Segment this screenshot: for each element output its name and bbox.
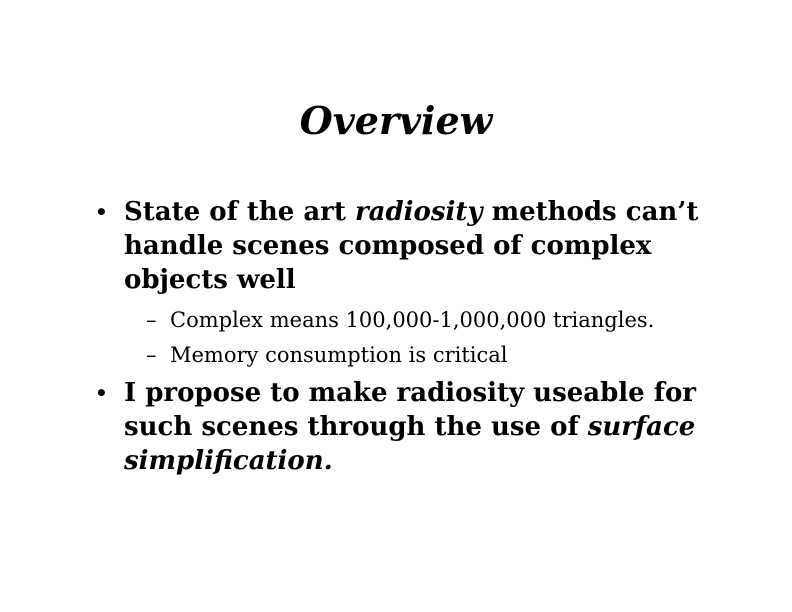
text-segment: such scenes through the use of [124, 411, 588, 442]
text-line [124, 376, 696, 410]
dash-marker: – [146, 307, 157, 332]
bullet-text [124, 376, 696, 478]
bullet-list [0, 195, 792, 478]
bullet-marker: • [95, 199, 108, 224]
bullet-item [95, 195, 762, 297]
bullet-text [170, 341, 508, 369]
text-line [124, 444, 696, 478]
text-line [124, 229, 698, 263]
text-segment: State of the art [124, 196, 355, 227]
text-line [124, 263, 698, 297]
text-segment: objects well [124, 264, 296, 295]
text-segment: Memory consumption is critical [170, 342, 508, 367]
text-segment: Complex means 100,000-1,000,000 triangles. [170, 307, 655, 332]
text-line [124, 195, 698, 229]
text-segment: methods can’t [482, 196, 699, 227]
slide-title: Overview [299, 98, 493, 143]
bullet-item [95, 376, 762, 478]
italic-text-segment: surface [587, 411, 696, 442]
sub-bullet-item [146, 306, 762, 334]
text-line [124, 410, 696, 444]
text-segment: handle scenes composed of complex [124, 230, 652, 261]
italic-text-segment: simplification. [124, 445, 333, 476]
bullet-text [170, 306, 654, 334]
text-line [170, 306, 654, 334]
text-segment: I propose to make radiosity useable for [124, 377, 696, 408]
bullet-text [124, 195, 698, 297]
dash-marker: – [146, 342, 157, 367]
sub-bullet-item [146, 341, 762, 369]
italic-text-segment: radiosity [354, 196, 483, 227]
text-line [170, 341, 508, 369]
bullet-marker: • [95, 380, 108, 405]
